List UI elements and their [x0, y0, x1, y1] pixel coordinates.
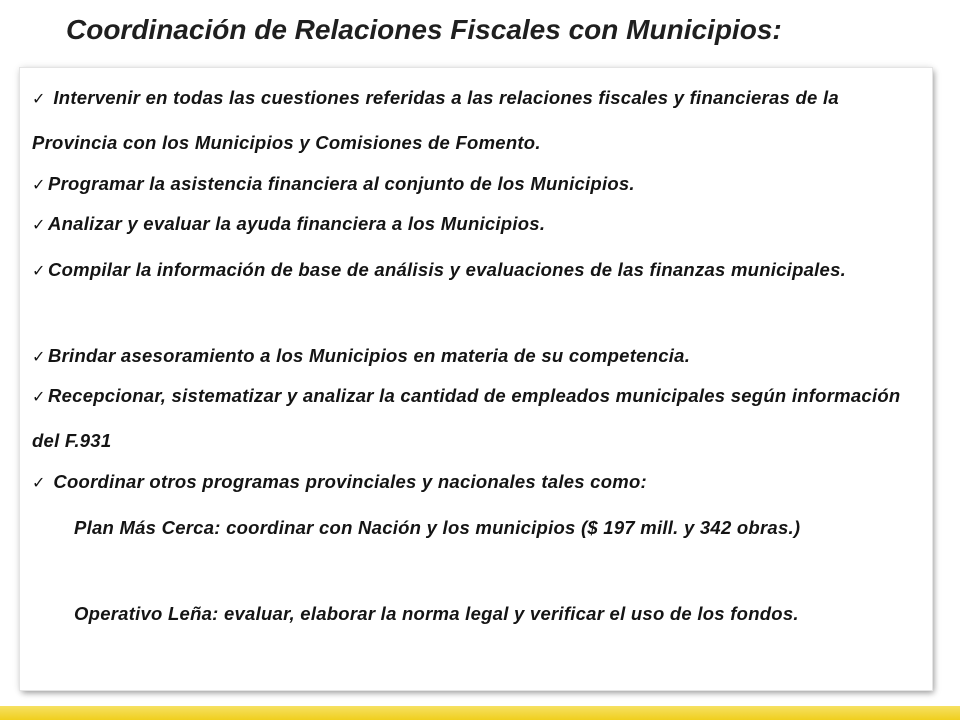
check-icon: ✓ — [32, 475, 46, 492]
bullet-item — [32, 460, 910, 505]
sub-item: Plan Más Cerca: coordinar con Nación y los municipios ($ 197 mill. y 342 obras.) — [74, 517, 801, 538]
content-box — [20, 68, 932, 690]
bullet-item — [32, 334, 910, 379]
bullet-item — [32, 202, 910, 247]
bullet-text: Recepcionar, sistematizar y analizar la cantidad de empleados municipales según información del F.931 — [32, 385, 901, 451]
bullet-text: Programar la asistencia financiera al conjunto de los Municipios. — [48, 173, 635, 194]
bullet-text: Intervenir en todas las cuestiones referidas a las relaciones fiscales y financieras de la Provincia con los Municipios y Comisiones de Fomento. — [32, 87, 839, 153]
check-icon: ✓ — [32, 349, 46, 366]
check-icon: ✓ — [32, 217, 46, 234]
bullet-item — [32, 374, 910, 462]
check-icon: ✓ — [32, 91, 46, 108]
check-icon: ✓ — [32, 177, 46, 194]
slide-title: Coordinación de Relaciones Fiscales con Municipios: — [66, 14, 782, 45]
check-icon: ✓ — [32, 389, 46, 406]
accent-bar — [0, 706, 960, 720]
bullet-text: Analizar y evaluar la ayuda financiera a los Municipios. — [48, 213, 546, 234]
check-icon: ✓ — [32, 263, 46, 280]
bullet-item — [32, 162, 910, 207]
sub-item: Operativo Leña: evaluar, elaborar la norma legal y verificar el uso de los fondos. — [74, 603, 799, 624]
bullet-text: Coordinar otros programas provinciales y nacionales tales como: — [48, 471, 647, 492]
bullet-text: Compilar la información de base de análisis y evaluaciones de las finanzas municipales. — [48, 259, 847, 280]
bullet-item — [32, 76, 910, 164]
bullet-text: Brindar asesoramiento a los Municipios en materia de su competencia. — [48, 345, 691, 366]
bullet-item — [32, 248, 910, 293]
